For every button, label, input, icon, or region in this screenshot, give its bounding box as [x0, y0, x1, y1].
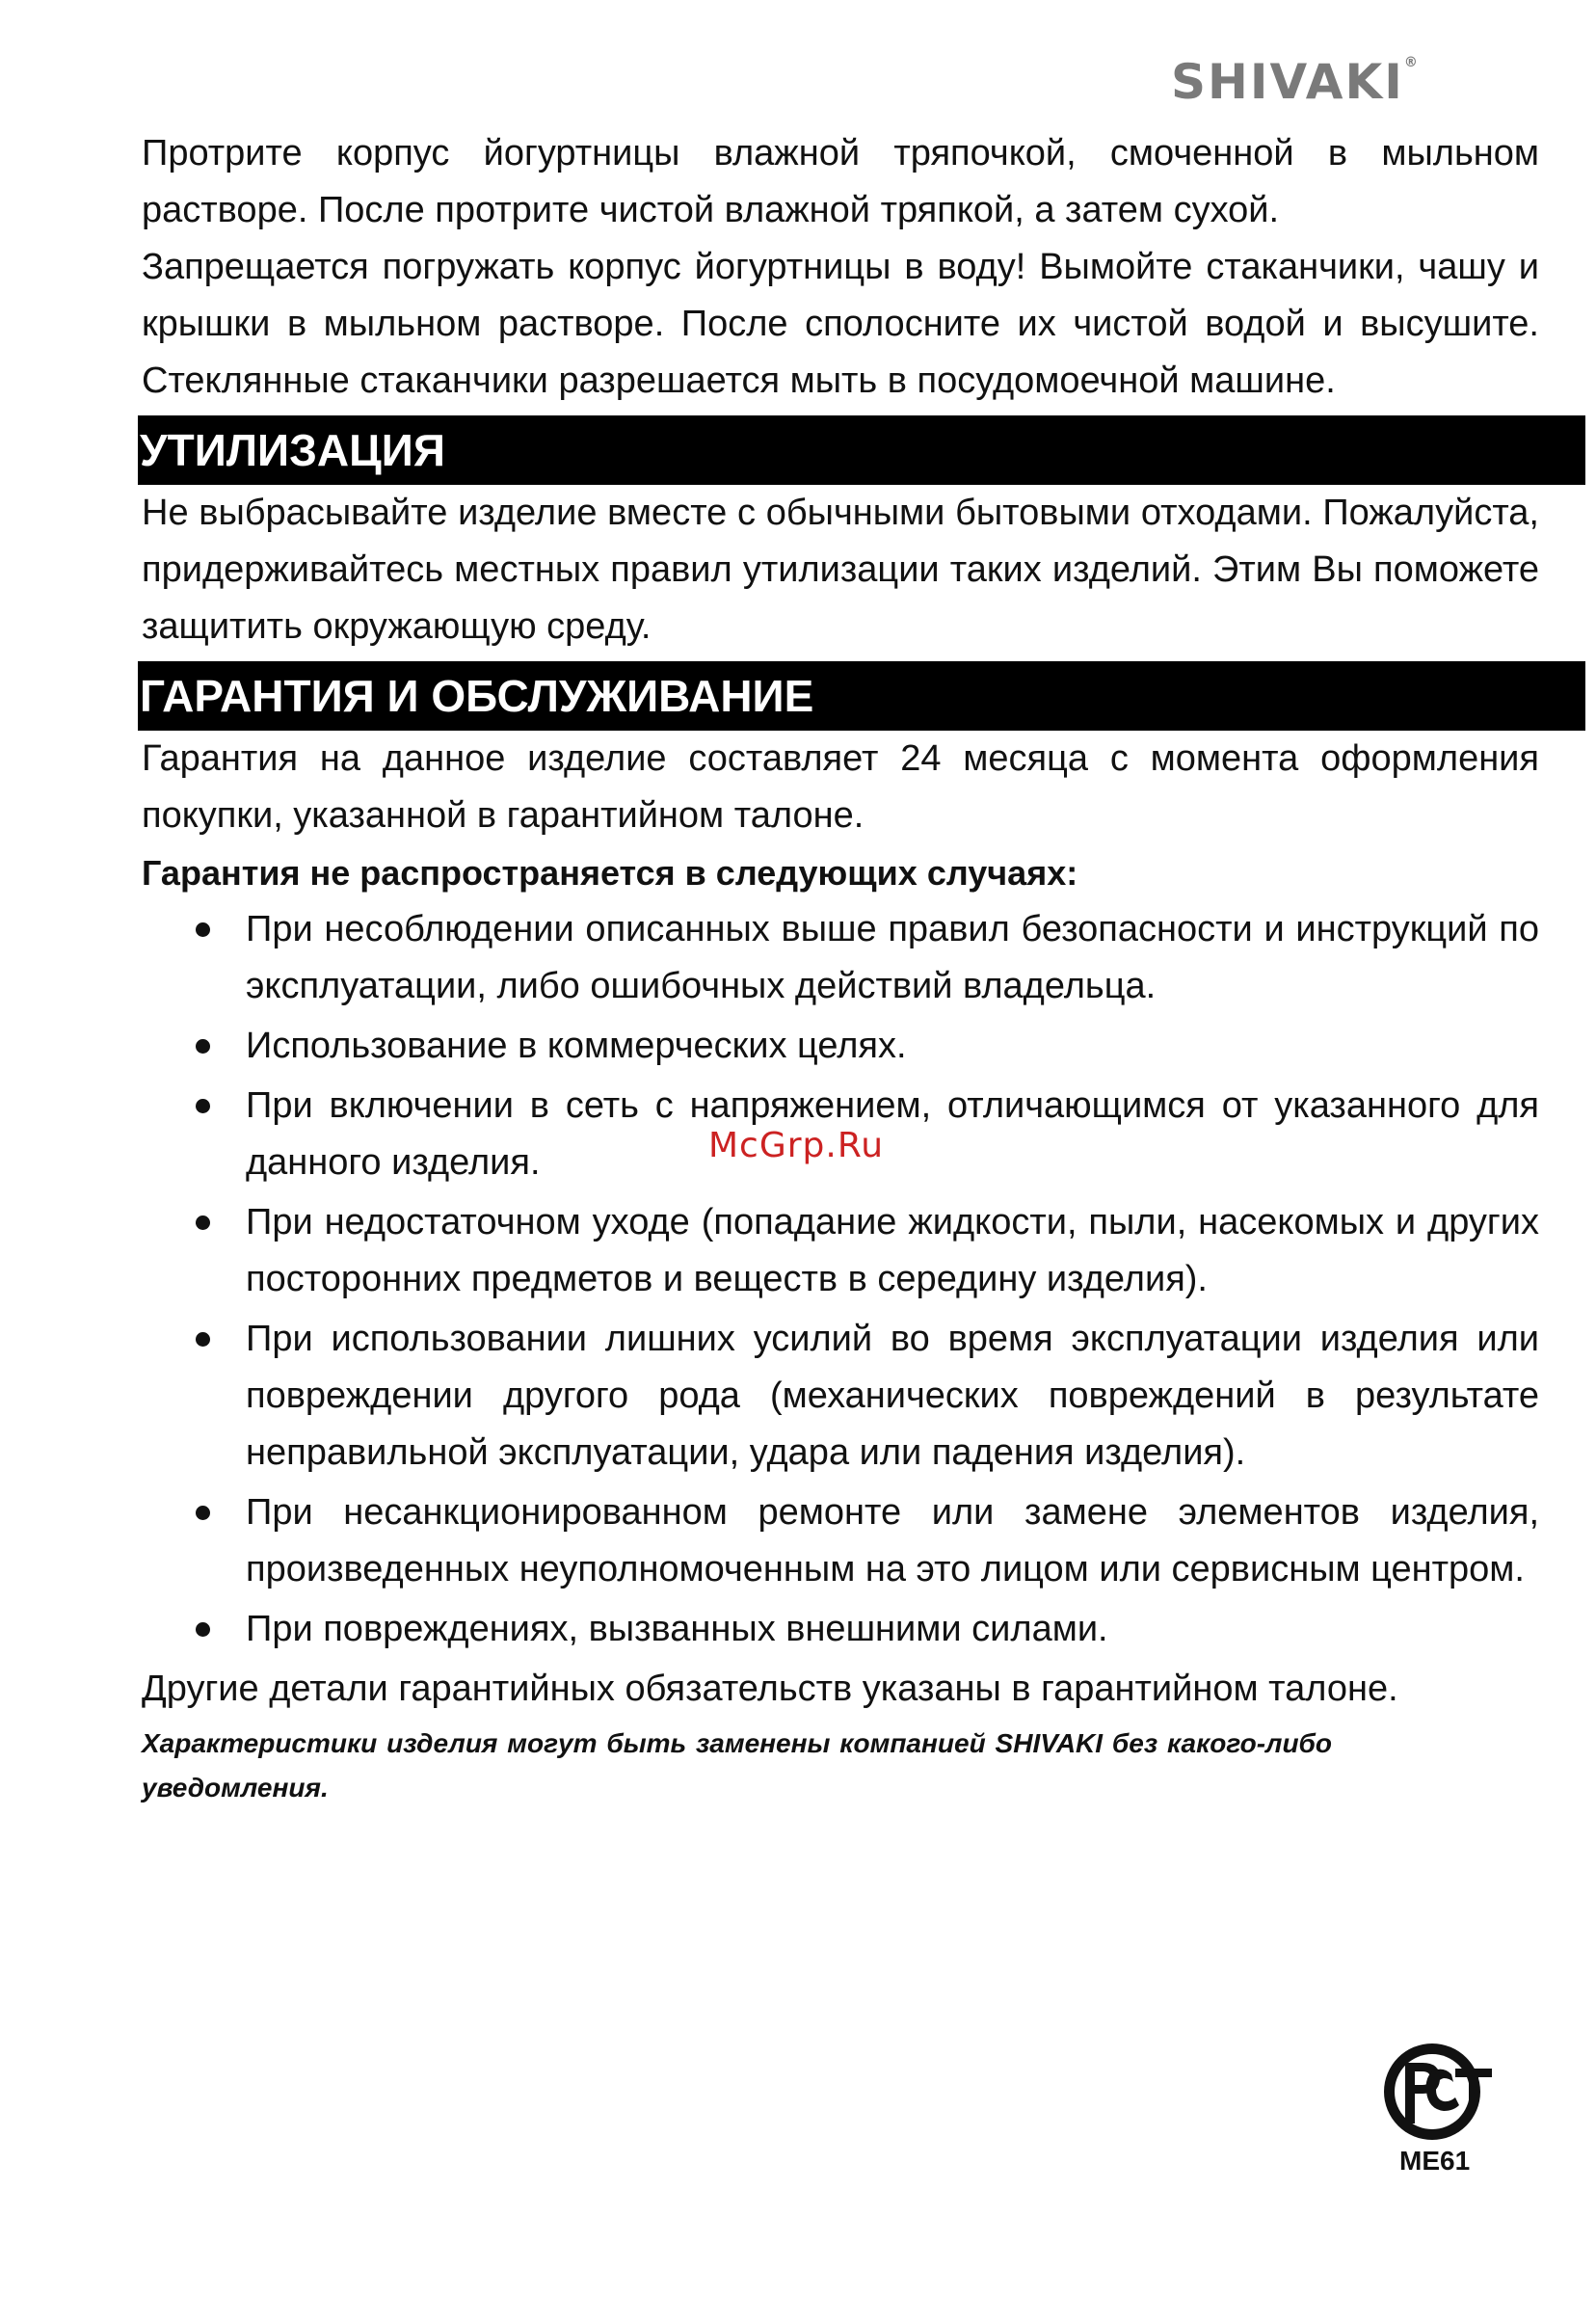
disposal-paragraph: Не выбрасывайте изделие вместе с обычными бытовыми отходами. Пожалуйста, придерживайтесь местных правил утилизации таких изделий. Этим Вы поможете защитить окружающую среду.: [142, 493, 1539, 647]
list-item: [246, 1018, 1539, 1075]
bullet-icon: [196, 1506, 210, 1520]
bullet-icon: [196, 1215, 210, 1230]
cleaning-paragraph-1: Протрите корпус йогуртницы влажной тряпочкой, смоченной в мыльном растворе. После протрите чистой влажной тряпкой, а затем сухой.: [142, 133, 1539, 230]
warranty-exclusions-list: [142, 901, 1539, 1658]
section-heading-warranty: ГАРАНТИЯ И ОБСЛУЖИВАНИЕ: [138, 661, 1585, 731]
brand-logo: [1171, 54, 1418, 110]
specifications-disclaimer: Характеристики изделия могут быть заменены компанией SHIVAKI без какого-либо уведомления.: [142, 1728, 1332, 1803]
list-item-text: При использовании лишних усилий во время эксплуатации изделия или повреждении другого рода (механических повреждений в результате неправильной эксплуатации, удара или падения изделия).: [246, 1319, 1539, 1473]
list-item-text: Использование в коммерческих целях.: [246, 1026, 907, 1066]
list-item-text: При несоблюдении описанных выше правил безопасности и инструкций по эксплуатации, либо ошибочных действий владельца.: [246, 909, 1539, 1006]
list-item: [246, 901, 1539, 1015]
bullet-icon: [196, 922, 210, 937]
list-item: [246, 1601, 1539, 1658]
list-item-text: При включении в сеть с напряжением, отличающимся от указанного для данного изделия.: [246, 1085, 1539, 1183]
list-item: [246, 1311, 1539, 1482]
bullet-icon: [196, 1039, 210, 1054]
page-content: [142, 125, 1539, 1810]
brand-name: SHIVAKI: [1171, 54, 1404, 110]
warranty-exclusions-title: Гарантия не распространяется в следующих случаях:: [142, 853, 1078, 893]
list-item: [246, 1484, 1539, 1598]
certification-code: ME61: [1399, 2146, 1471, 2176]
bullet-icon: [196, 1099, 210, 1113]
warranty-paragraph: Гарантия на данное изделие составляет 24 месяца с момента оформления покупки, указанной в гарантийном талоне.: [142, 738, 1539, 836]
list-item-text: При недостаточном уходе (попадание жидкости, пыли, насекомых и других посторонних предметов и веществ в середину изделия).: [246, 1202, 1539, 1299]
warranty-closing-paragraph: Другие детали гарантийных обязательств указаны в гарантийном талоне.: [142, 1669, 1398, 1709]
cleaning-paragraph-2: Запрещается погружать корпус йогуртницы в воду! Вымойте стаканчики, чашу и крышки в мыльном растворе. После сполосните их чистой водой и высушите. Стеклянные стаканчики разрешается мыть в посудомоечной машине.: [142, 247, 1539, 401]
list-item-text: При несанкционированном ремонте или замене элементов изделия, произведенных неуполномоченным на это лицом или сервисным центром.: [246, 1492, 1539, 1589]
section-heading-disposal: УТИЛИЗАЦИЯ: [138, 415, 1585, 485]
list-item: [246, 1078, 1539, 1191]
bullet-icon: [196, 1332, 210, 1347]
list-item: [246, 1194, 1539, 1308]
list-item-text: При повреждениях, вызванных внешними силами.: [246, 1609, 1108, 1649]
bullet-icon: [196, 1622, 210, 1637]
registered-mark: ®: [1403, 55, 1418, 70]
watermark-text: McGrp.Ru: [708, 1126, 885, 1165]
